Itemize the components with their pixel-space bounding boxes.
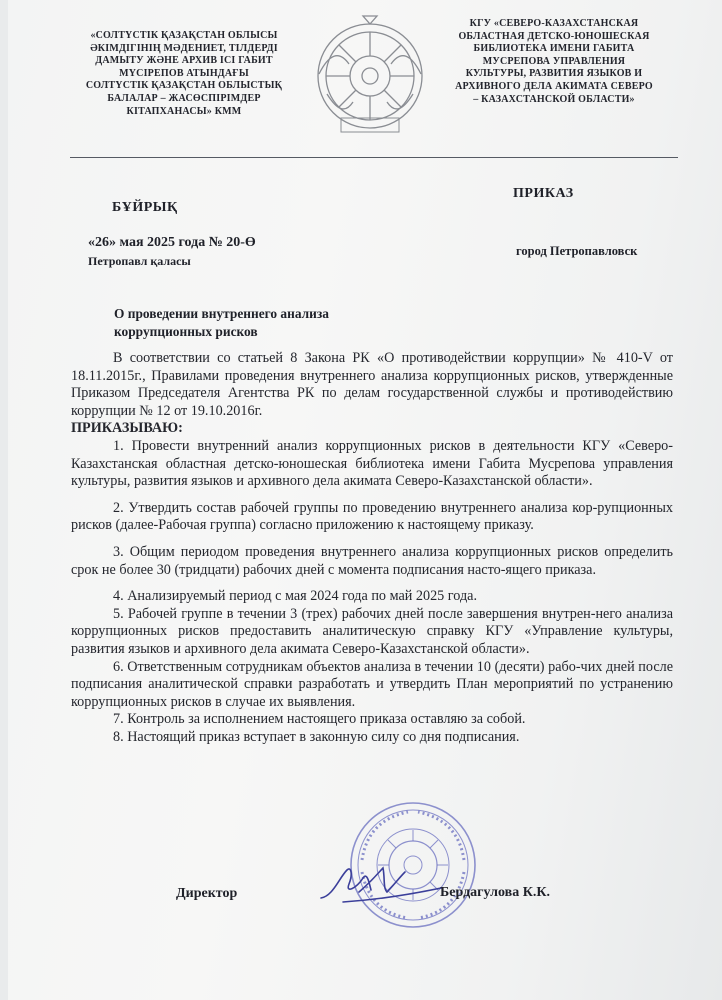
- order-subject: [114, 305, 329, 341]
- header-left-line: СОЛТҮСТІК ҚАЗАҚСТАН ОБЛЫСТЫҚ: [85, 80, 283, 92]
- document-title-russian: ПРИКАЗ: [513, 186, 574, 201]
- header-right-line: ОБЛАСТНАЯ ДЕТСКО-ЮНОШЕСКАЯ: [458, 30, 650, 42]
- header-right-line: АРХИВНОГО ДЕЛА АКИМАТА СЕВЕРО: [455, 80, 653, 92]
- state-emblem-icon: [311, 14, 429, 138]
- header-right-line: МУСРЕПОВА УПРАВЛЕНИЯ: [482, 55, 626, 67]
- header-left-line: МҮСІРЕПОВ АТЫНДАҒЫ: [119, 67, 249, 79]
- order-item: 6. Ответственным сотрудникам объектов анализа в течении 10 (десяти) рабо-чих дней после подписания аналитической справки разработать и утвердить План мероприятий по устранению коррупционных рисков в случае их выявления.: [71, 658, 673, 710]
- header-right-line: – КАЗАХСТАНСКОЙ ОБЛАСТИ»: [473, 93, 635, 105]
- order-word: ПРИКАЗЫВАЮ:: [71, 420, 183, 437]
- header-left-line: «СОЛТҮСТІК ҚАЗАҚСТАН ОБЛЫСЫ: [90, 30, 278, 41]
- header-right-line: КГУ «СЕВЕРО-КАЗАХСТАНСКАЯ: [469, 18, 639, 29]
- place-kazakh: Петропавл қаласы: [88, 254, 191, 268]
- order-item: 5. Рабочей группе в течении 3 (трех) рабочих дней после завершения внутрен-него анализа коррупционных рисков предоставить аналитическую справку КГУ «Управление культуры, развития языков и архивного дела акимата Северо-Казахстанской области».: [71, 605, 673, 657]
- header-right-line: БИБЛИОТЕКА ИМЕНИ ГАБИТА: [473, 43, 635, 55]
- header-left-line: КІТАПХАНАСЫ» КММ: [126, 105, 242, 117]
- header-left-line: ДАМЫТУ ЖӘНЕ АРХИВ ІСІ ГАБИТ: [95, 55, 273, 67]
- order-item: 8. Настоящий приказ вступает в законную силу со дня подписания.: [113, 728, 520, 745]
- signatory-name: Бердагулова К.К.: [440, 885, 551, 900]
- order-item: 4. Анализируемый период с мая 2024 года по май 2025 года.: [113, 588, 478, 605]
- subject-line: О проведении внутреннего анализа: [114, 306, 329, 321]
- order-item: 7. Контроль за исполнением настоящего приказа оставляю за собой.: [113, 711, 526, 728]
- order-date-number: «26» мая 2025 года № 20-Ө: [88, 235, 256, 250]
- document-title-kazakh: БҰЙРЫҚ: [112, 200, 178, 215]
- intro-paragraph: В соответствии со статьей 8 Закона РК «О противодействии коррупции» № 410-V от 18.11.2015г., Правилами проведения внутреннего анализа коррупционных рисков, утвержденные Приказом Председателя Агентства РК по делам государственной службы и противодействию коррупции № 12 от 19.10.2016г.: [71, 350, 673, 419]
- header-right-line: КУЛЬТУРЫ, РАЗВИТИЯ ЯЗЫКОВ И: [465, 68, 643, 80]
- place-russian: город Петропавловск: [516, 244, 638, 258]
- order-item: 1. Провести внутренний анализ коррупционных рисков в деятельности КГУ «Северо-Казахстанская областная детско-юношеская библиотека имени Габита Мусрепова управления культуры, развития языков и архивного дела акимата Северо-Казахстанской области».: [71, 437, 673, 490]
- signatory-role: Директор: [176, 886, 238, 901]
- order-item: 2. Утвердить состав рабочей группы по проведению внутреннего анализа кор-рупционных рисков (далее-Рабочая группа) согласно приложению к настоящему приказу.: [71, 499, 673, 534]
- handwritten-signature: [313, 858, 448, 908]
- subject-line: коррупционных рисков: [114, 324, 258, 339]
- header-divider: [70, 157, 678, 158]
- order-body: [71, 350, 673, 746]
- header-left-line: ӘКІМДІГІНІҢ МӘДЕНИЕТ, ТІЛДЕРДІ: [90, 42, 278, 54]
- header-left-line: БАЛАЛАР – ЖАСӨСПІРІМДЕР: [107, 92, 261, 104]
- header-left-kazakh: [70, 30, 298, 118]
- document-page: [8, 0, 722, 1000]
- order-item: 3. Общим периодом проведения внутреннего анализа коррупционных рисков определить срок не более 30 (тридцати) рабочих дней с момента подписания насто-ящего приказа.: [71, 543, 673, 578]
- header-right-russian: [438, 18, 670, 106]
